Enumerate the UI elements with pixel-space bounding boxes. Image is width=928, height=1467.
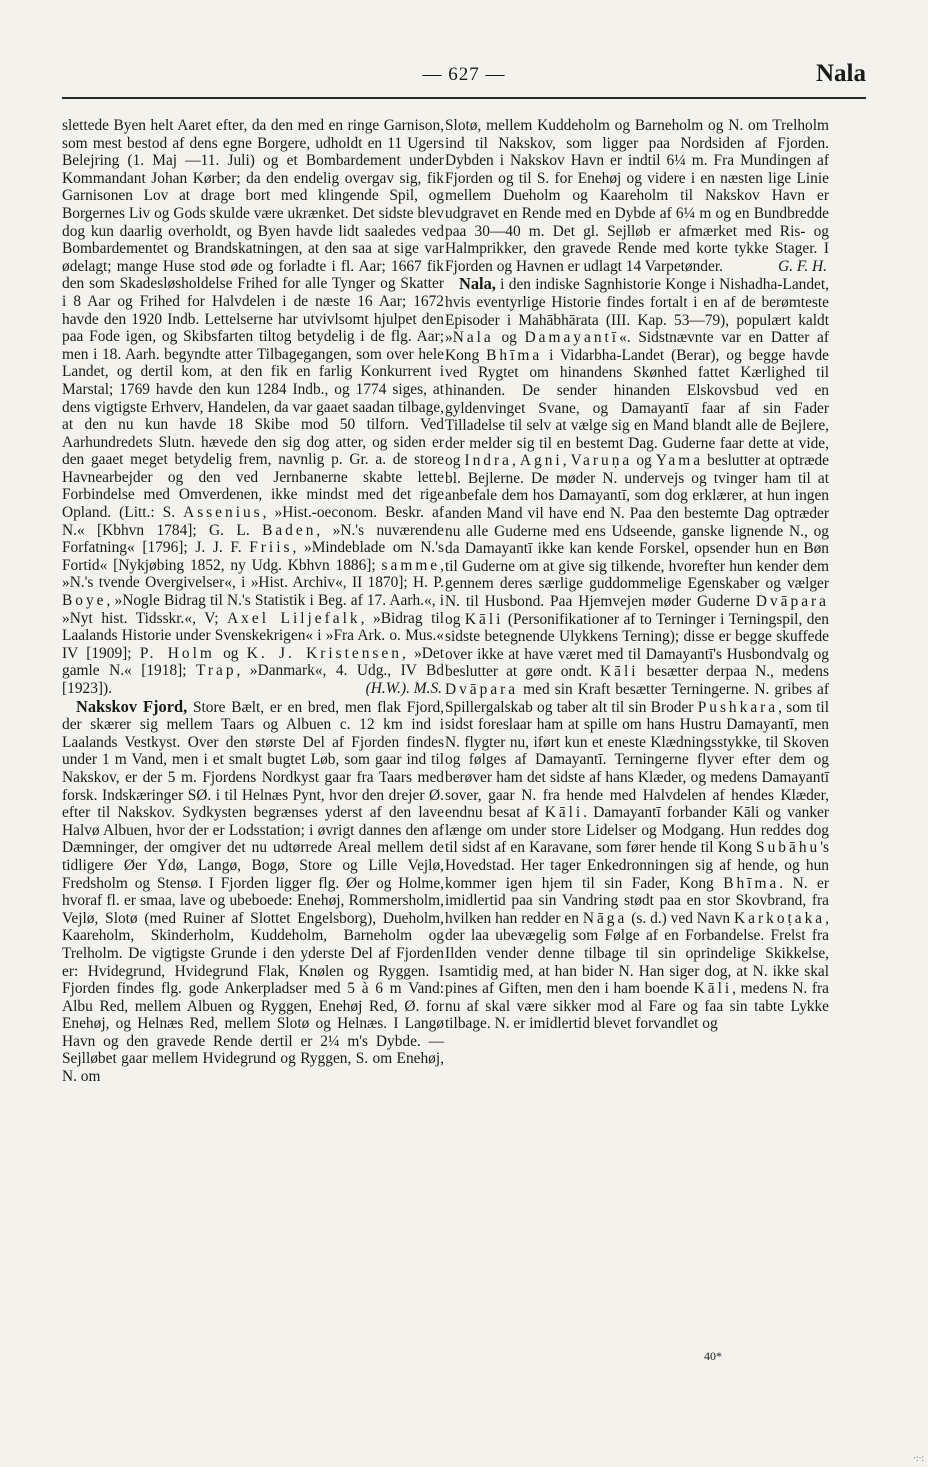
left-column (62, 117, 444, 1086)
entry-headword: Nakskov Fjord, (76, 696, 188, 716)
author-signature: (H.W.). M.S. (365, 680, 442, 697)
entry-nakskov-fjord-cont: Slotø, mellem Kuddeholm og Barneholm og N. om Trelholm ind til Nakskov, som ligger paa Nordsiden af Fjorden. Dybden i Nakskov Havn er indtil 6¼ m. Fra Mundingen af Fjorden og til S. for Enehøj og videre i en næsten lige Linie mellem Dueholm og Kaareholm til Nakskov Havn er udgravet en Rende med en Dybde af 6¼ m og en Bundbredde paa 30—40 m. Det gl. Sejlløb er afmærket med Ris- og Halmprikker, den gravede Rende med korte tykke Stager. I Fjorden og Havnen er udlagt 14 Varpetønder. G. F. H. (445, 117, 829, 275)
right-column (445, 117, 829, 1033)
page-header (62, 58, 866, 98)
author-signature: G. F. H. (778, 257, 827, 275)
running-head: Nala (816, 60, 866, 87)
entry-nakskov-fjord: Nakskov Fjord, Store Bælt, er en bred, men flak Fjord, der skærer sig mellem Taars og Albuen c. 12 km ind i Laalands Vestkyst. Over den største Del af Fjorden findes under 1 m Vand, men i et smalt bugtet Løb, som gaar ind til Nakskov, er der 5 m. Fjordens Nordkyst gaar fra Taars med forsk. Indskæringer SØ. i til Helnæs Pynt, hvor den drejer Ø. efter til Nakskov. Sydkysten begrænses yderst af den lave Halvø Albuen, hvor der er Lodsstation; i øvrigt dannes den af Dæmninger, der omgiver det nu udtørrede Areal mellem de tidligere Øer Ydø, Langø, Bogø, Store og Lille Vejlø, Fredsholm og Stensø. I Fjorden ligger flg. Øer og Holme, hvoraf fl. er smaa, lave og ubeboede: Enehøj, Rommersholm, Vejlø, Slotø (med Ruiner af Slottet Engelsborg), Dueholm, Kaareholm, Skinderholm, Kuddeholm, Barneholm og Trelholm. De vigtigste Grunde i den yderste Del af Fjorden er: Hvidegrund, Hvidegrund Flak, Knølen og Ryggen. I Fjorden findes flg. gode Ankerpladser med 5 à 6 m Vand: Albu Red, mellem Albuen og Ryggen, Enehøj Red, Ø. for Enehøj, og Helnæs Red, mellem Slotø og Helnæs. I Langø Havn og den gravede Rende dertil er 2¼ m's Dybde. — Sejlløbet gaar mellem Hvidegrund og Ryggen, S. om Enehøj, N. om (62, 696, 444, 1086)
corner-mark: ·:·: (913, 1453, 924, 1463)
page-number: — 627 — (422, 64, 506, 85)
entry-nala: Nala, i den indiske Sagnhistorie Konge i Nishadha-Landet, hvis eventyrlige Historie findes fortalt i en af de berømteste Episoder i Mahābhārata (III. Kap. 53—79), populært kaldt »Nala og Damayantī«. Sidstnævnte var en Datter af Kong Bhīma i Vidarbha-Landet (Berar), og begge havde ved Rygtet om hinandens Skønhed fattet Kærlighed til hinanden. De sender hinanden Elskovsbud ved en gyldenvinget Svane, og Damayantī faar af sin Fader Tilladelse til selv at vælge sig en Mand blandt alle de Bejlere, der melder sig til en bestemt Dag. Guderne faar dette at vide, og Indra, Agni, Varuṇa og Yama beslutter at optræde bl. Bejlerne. De møder N. undervejs og tvinger ham til at anbefale dem hos Damayantī, som dog erklærer, at hun ingen anden Mand vil have end N. Paa den bestemte Dag optræder nu alle Guderne med ens Udseende, ganske lignende N., og da Damayantī ikke kan kende Forskel, opsender hun en Bøn til Guderne om at give sig tilkende, hvorefter hun kender dem gennem deres særlige guddommelige Egenskaber og vælger N. til Husbond. Paa Hjemvejen møder Guderne Dvāpara og Kāli (Personifikationer af to Terninger i Terningspil, den sidste betegnende Ulykkens Terning); disse er begge skuffede over ikke at have været med til Damayantī's Husbondvalg og beslutter at gøre ondt. Kāli besætter derpaa N., medens Dvāpara med sin Kraft besætter Terningerne. N. gribes af Spillergalskab og taber alt til sin Broder Pushkara, som til sidst foreslaar ham at spille om hans Hustru Damayantī, men N. flygter nu, iført kun et eneste Klædningsstykke, til Skoven og følges af Damayantī. Terningerne flyver efter dem og berøver ham det sidste af hans Klæder, og medens Damayantī sover, gaar N. fra hende med Halvdelen af hendes Klæder, endnu besat af Kāli. Damayantī forbander Kāli og vanker længe om under store Lidelser og Modgang. Hun reddes dog til sidst af en Karavane, som fører hende til Kong Subāhu's Hovedstad. Her tager Enkedronningen sig af hende, og hun kommer igen hjem til sin Fader, Kong Bhīma. N. er imidlertid paa sin Vandring stødt paa en stor Skovbrand, fra hvilken han redder en Nāga (s. d.) ved Navn Karkoṭaka, der laa ubevægelig som Følge af en Forbandelse. Frelst fra Ilden vender denne tilbage til sin oprindelige Skikkelse, samtidig med, at han bider N. Han siger dog, at N. ikke skal pines af Giften, men den i ham boende Kāli, medens N. fra nu af skal være sikker mod al Fare og faa sin tabte Lykke tilbage. N. er imidlertid blevet forvandlet og (445, 274, 830, 1033)
header-rule (62, 97, 866, 99)
entry-headword: Nala, (459, 274, 496, 294)
sheet-signature-mark: 40* (704, 1349, 722, 1363)
entry-nakskov-history: slettede Byen helt Aaret efter, da den med en ringe Garnison, som mest bestod af dens egne Borgere, udholdt en 11 Ugers Belejring (1. Maj —11. Juli) og et Bombardement under Kommandant Johan Kørber; da den endelig overgav sig, fik Garnisonen Lov at drage bort med klingende Spil, og Borgernes Liv og Gods skulde være ukrænket. Det sidste blev dog kun daarlig overholdt, og Byen havde lidt saaledes ved Bombardementet og Brandskatningen, at den saa at sige var ødelagt; mange Huse stod øde og forladte i fl. Aar; 1667 fik den som Skadesløsholdelse Frihed for alle Tynger og Skatter i 8 Aar og Frihed for Halvdelen i de næste 16 Aar; 1672 havde den 1920 Indb. Lettelserne har utvivlsomt hjulpet den paa Fode igen, og Skibsfarten tiltog betydelig i de flg. Aar; men i 18. Aarh. begyndte atter Tilbagegangen, som over hele Landet, og dertil kom, at den fik en farlig Konkurrent i Marstal; 1769 havde den kun 1284 Indb., og 1774 siges, at dens vigtigste Erhverv, Handelen, da var gaaet saadan tilbage, at den nu kun havde 18 Skibe mod 50 tilforn. Ved Aarhundredets Slutn. hævede den sig dog atter, og siden er den gaaet meget betydelig frem, navnlig p. Gr. a. de store Havnearbejder og den ved Jernbanerne skabte lette Forbindelse med Omverdenen, ikke mindst med det rige Opland. (Litt.: S. Assenius, »Hist.-oeconom. Beskr. af N.« [Kbhvn 1784]; G. L. Baden, »N.'s nuværende Forfatning« [1796]; J. J. F. Friis, »Mindeblade om N.'s Fortid« [Nykjøbing 1852, ny Udg. Kbhvn 1886]; samme, »N.'s tvende Overgivelser«, i »Hist. Archiv«, II 1870]; H. P. Boye, »Nogle Bidrag til N.'s Statistik i Beg. af 17. Aarh.«, i »Nyt hist. Tidsskr.«, V; Axel Liljefalk, »Bidrag til Laalands Historie under Svenskekrigen« i »Fra Ark. o. Mus.« IV [1909]; P. Holm og K. J. Kristensen, »Det gamle N.« [1918]; Trap, »Danmark«, 4. Udg., IV Bd [1923]). (H.W.). M.S. (62, 117, 445, 697)
